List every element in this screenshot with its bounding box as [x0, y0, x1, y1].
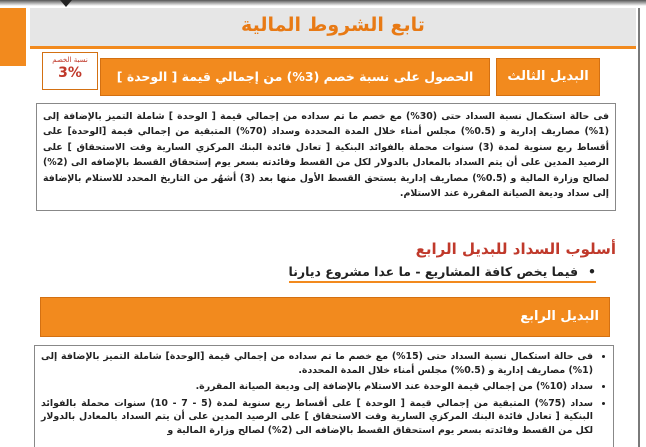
list-item: • فى حالة استكمال نسبة السداد حتى (15%) مع خصم ما تم سداده من إجمالي قيمة [الوحدة] شاملة التميز بالإضافة إلى (1%) مصاريف إدارية و (0.5%) مجلس أمناء خلال المدة المحددة.: [41, 350, 593, 377]
list-item: • سداد (10%) من إجمالي قيمة الوحدة عند الاستلام بالإضافة إلى وديعة الصيانة المقررة.: [41, 380, 593, 394]
discount-label: نسبة الخصم: [52, 56, 88, 64]
title-band: [30, 8, 636, 49]
section4-subheading: [289, 264, 596, 283]
alternative4-terms-list: [41, 350, 607, 437]
section4-subheading-text: فيما يخص كافة المشاريع - ما عدا مشروع ديارنا: [288, 264, 578, 279]
top-shadow: [0, 0, 646, 6]
list-item: • سداد (75%) المتبقية من إجمالي قيمة [ الوحدة ] على أقساط ربع سنوية لمدة (5 - 7 - 10) سنوات محملة بالفوائد البنكية [ تعادل فائدة البنك المركزي السارية وقت الاستحقاق ] على الرصيد المدين على أن يتم السداد بالمعادل بالدولار لكل من القسط وفائدته بسعر يوم استحقاق القسط بالإضافه الى (2%) لصالح وزارة المالية و: [41, 397, 593, 438]
page-notch: [60, 0, 72, 7]
discount-value: 3%: [58, 65, 82, 81]
alternative3-description: الحصول على نسبة خصم (3%) من إجمالي قيمة [ الوحدة ]: [100, 58, 490, 96]
alternative4-terms-box: [34, 345, 614, 447]
right-border-line: [638, 8, 640, 447]
alternative4-label: البديل الرابع: [520, 309, 599, 324]
alternative3-label: البديل الثالث: [496, 58, 600, 96]
discount-box: [42, 52, 98, 90]
orange-accent-bar: [0, 8, 26, 66]
bullet-icon: •: [588, 264, 596, 279]
page-title: تابع الشروط المالية: [241, 14, 425, 36]
alternative3-terms: فى حالة استكمال نسبة السداد حتى (30%) مع خصم ما تم سداده من إجمالي قيمة [ الوحدة ] شاملة التميز بالإضافة إلى (1%) مصاريف إدارية و (0.5%) مجلس أمناء خلال المدة المحددة وسداد (70%) المتبقية من إجمالي قيمة [الوحدة] على أقساط ربع سنوية لمدة (3) سنوات محملة بالفوائد البنكية [ تعادل فائدة البنك المركزي السارية وقت الاستحقاق ] على الرصيد المدين على أن يتم السداد بالمعادل بالدولار لكل من القسط وفائدته بسعر يوم إستحقاق القسط بالإضافه الى (2%) لصالح وزارة المالية و (0.5%) مصاريف إدارية يستحق القسط الأول منها بعد (3) أشهُر من التاريخ المحدد للاستلام بالإضافة إلى سداد وديعة الصيانة المقررة عند الاستلام.: [43, 111, 609, 200]
alternative4-bar: [40, 297, 610, 337]
alternative3-terms-box: [36, 103, 616, 211]
section4-heading: أسلوب السداد للبديل الرابع: [415, 240, 616, 258]
